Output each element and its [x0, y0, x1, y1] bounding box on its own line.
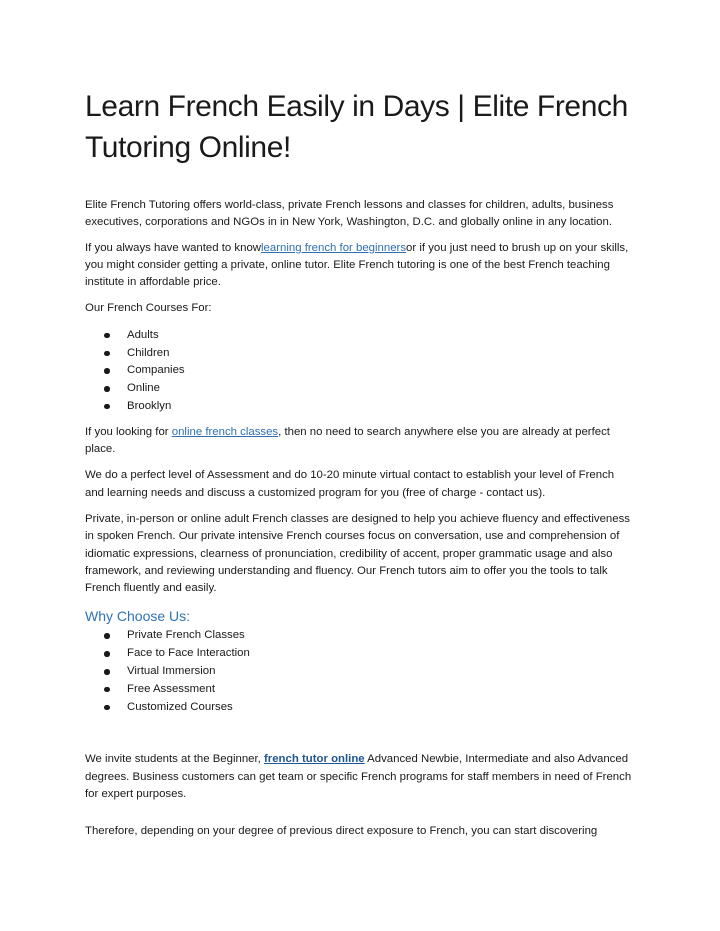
- bullet-icon: [104, 404, 110, 410]
- why-item-label: Virtual Immersion: [127, 665, 216, 678]
- looking-text-after: , then no need to search anywhere else you are already at perfect place.: [85, 425, 610, 456]
- know-text-before: If you always have wanted to know: [85, 241, 262, 254]
- why-list: [85, 627, 634, 716]
- invite-paragraph: [85, 751, 634, 803]
- bullet-icon: [104, 386, 110, 392]
- course-item-label: Adults: [127, 328, 159, 341]
- list-item: [85, 627, 634, 645]
- page-title: Learn French Easily in Days | Elite French Tutoring Online!: [85, 90, 628, 164]
- why-item-label: Customized Courses: [127, 700, 233, 713]
- online-french-classes-link[interactable]: online french classes: [171, 425, 279, 438]
- courses-intro: Our French Courses For:: [85, 302, 212, 315]
- invite-text-before: We invite students at the Beginner,: [85, 753, 264, 766]
- bullet-icon: [104, 368, 110, 374]
- exposure-paragraph: Therefore, depending on your degree of previous direct exposure to French, you can start discovering: [85, 825, 598, 838]
- looking-paragraph: [85, 424, 634, 459]
- know-text-after: or if you just need to brush up on your skills, you might consider getting a private, online tutor. Elite French tutoring is one of the best French teaching institute in affordable price.: [85, 241, 629, 289]
- list-item: [85, 699, 634, 717]
- why-item-label: Free Assessment: [127, 682, 215, 695]
- learning-french-link[interactable]: learning french for beginners: [261, 241, 407, 254]
- list-item: [85, 380, 634, 398]
- bullet-icon: [104, 351, 110, 357]
- list-item: [85, 345, 634, 363]
- invite-text-after: Advanced Newbie, Intermediate and also Advanced degrees. Business customers can get team or specific French programs for staff members in need of French for expert purposes.: [85, 753, 632, 801]
- list-item: [85, 681, 634, 699]
- course-item-label: Companies: [127, 364, 185, 377]
- courses-list: [85, 327, 634, 416]
- why-item-label: Private French Classes: [127, 629, 245, 642]
- list-item: [85, 362, 634, 380]
- bullet-icon: [104, 633, 110, 639]
- list-item: [85, 327, 634, 345]
- bullet-icon: [104, 333, 110, 339]
- looking-text-before: If you looking for: [85, 425, 172, 438]
- bullet-icon: [104, 669, 110, 675]
- list-item: [85, 663, 634, 681]
- list-item: [85, 645, 634, 663]
- why-item-label: Face to Face Interaction: [127, 647, 250, 660]
- classes-paragraph: Private, in-person or online adult French classes are designed to help you achieve fluency and effectiveness in spoken French. Our private intensive French courses focus on conversation, use and comprehension of idiomatic expressions, clearness of pronunciation, credibility of accent, proper grammatic usage and also framework, and reviewing understanding and fluency. Our French tutors aim to offer you the tools to talk French fluently and easily.: [85, 512, 630, 595]
- assessment-paragraph: We do a perfect level of Assessment and do 10-20 minute virtual contact to establish your level of French and learning needs and discuss a customized program for you (free of charge - contact us).: [85, 469, 615, 499]
- why-choose-heading: Why Choose Us:: [85, 608, 191, 625]
- course-item-label: Online: [127, 382, 160, 395]
- list-item: [85, 398, 634, 416]
- bullet-icon: [104, 651, 110, 657]
- course-item-label: Children: [127, 346, 170, 359]
- know-paragraph: [85, 240, 634, 292]
- bullet-icon: [104, 705, 110, 711]
- course-item-label: Brooklyn: [127, 399, 172, 412]
- bullet-icon: [104, 687, 110, 693]
- intro-paragraph: Elite French Tutoring offers world-class, private French lessons and classes for children, adults, business executives, corporations and NGOs in in New York, Washington, D.C. and globally online in any location.: [85, 199, 614, 229]
- french-tutor-online-link[interactable]: french tutor online: [264, 753, 365, 766]
